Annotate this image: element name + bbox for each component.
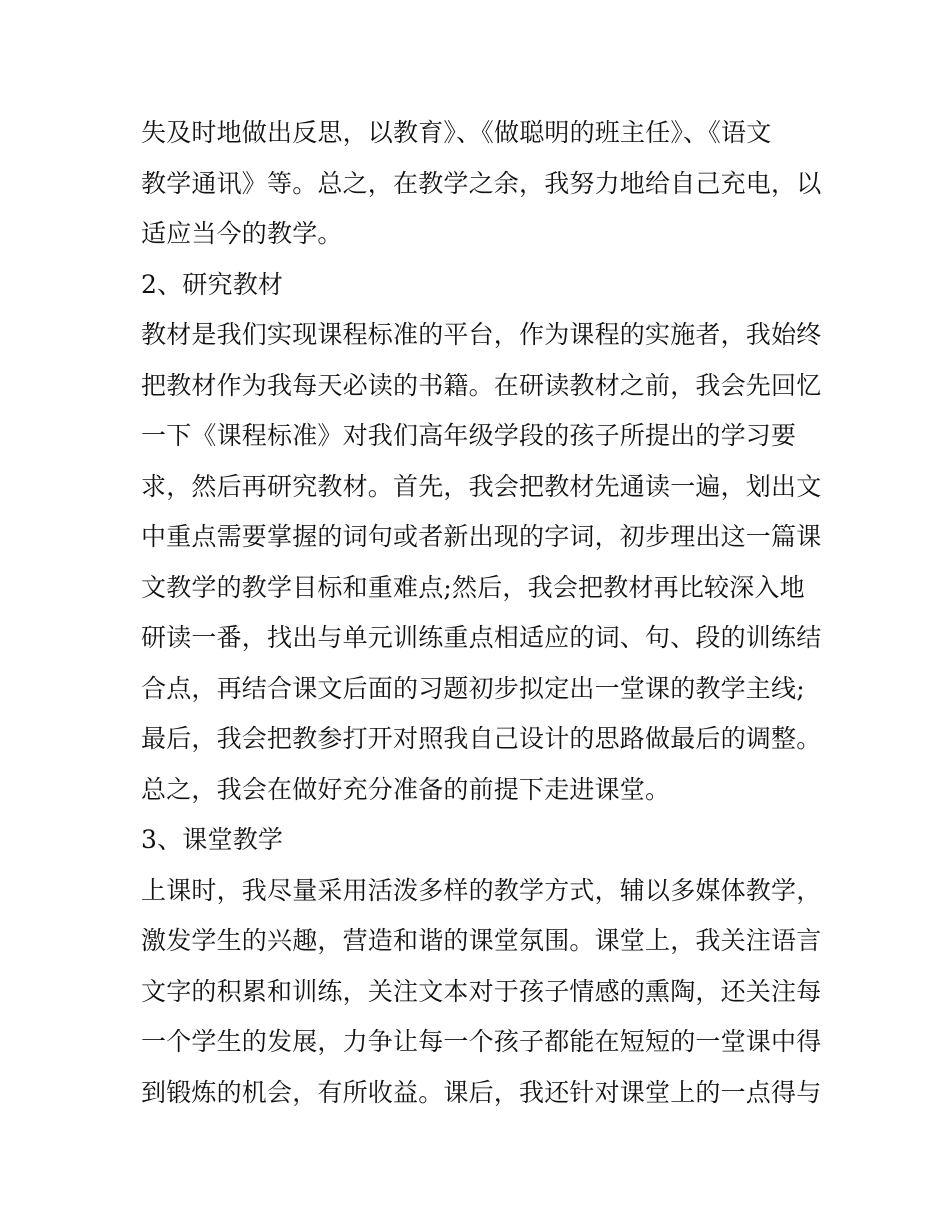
- text-line-paragraph-continuation: 失及时地做出反思，以教育》、《做聪明的班主任》、《语文: [141, 118, 772, 147]
- text-line: 最后，我会把教参打开对照我自己设计的思路做最后的调整。: [141, 724, 822, 753]
- section-heading-research-materials: 2、研究教材: [141, 269, 284, 299]
- text-line: 把教材作为我每天必读的书籍。在研读教材之前，我会先回忆: [141, 370, 822, 400]
- text-line-paragraph-continuation: 教学通讯》等。总之，在教学之余，我努力地给自己充电，以: [141, 168, 822, 198]
- text-line: 文字的积累和训练，关注文本对于孩子情感的熏陶，还关注每: [141, 976, 822, 1006]
- text-line: 到锻炼的机会，有所收益。课后，我还针对课堂上的一点得与: [141, 1077, 822, 1107]
- text-line-paragraph-continuation: 适应当今的教学。: [141, 219, 343, 248]
- section-heading-classroom-teaching: 3、课堂教学: [141, 825, 284, 854]
- text-line: 合点，再结合课文后面的习题初步拟定出一堂课的教学主线;: [141, 673, 805, 703]
- text-line: 中重点需要掌握的词句或者新出现的字词，初步理出这一篇课: [141, 522, 822, 551]
- text-line: 激发学生的兴趣，营造和谐的课堂氛围。课堂上，我关注语言: [141, 926, 822, 955]
- text-line: 文教学的教学目标和重难点;然后，我会把教材再比较深入地: [141, 572, 805, 602]
- text-line: 一下《课程标准》对我们高年级学段的孩子所提出的学习要: [141, 421, 797, 450]
- text-line: 一个学生的发展，力争让每一个孩子都能在短短的一堂课中得: [141, 1027, 822, 1056]
- text-line: 研读一番，找出与单元训练重点相适应的词、句、段的训练结: [141, 623, 822, 652]
- text-line: 总之，我会在做好充分准备的前提下走进课堂。: [141, 774, 671, 804]
- body-text: [141, 108, 821, 1118]
- text-line: 求，然后再研究教材。首先，我会把教材先通读一遍，划出文: [141, 471, 822, 501]
- text-line: 教材是我们实现课程标准的平台，作为课程的实施者，我始终: [141, 320, 822, 349]
- text-line: 上课时，我尽量采用活泼多样的教学方式，辅以多媒体教学，: [141, 875, 822, 905]
